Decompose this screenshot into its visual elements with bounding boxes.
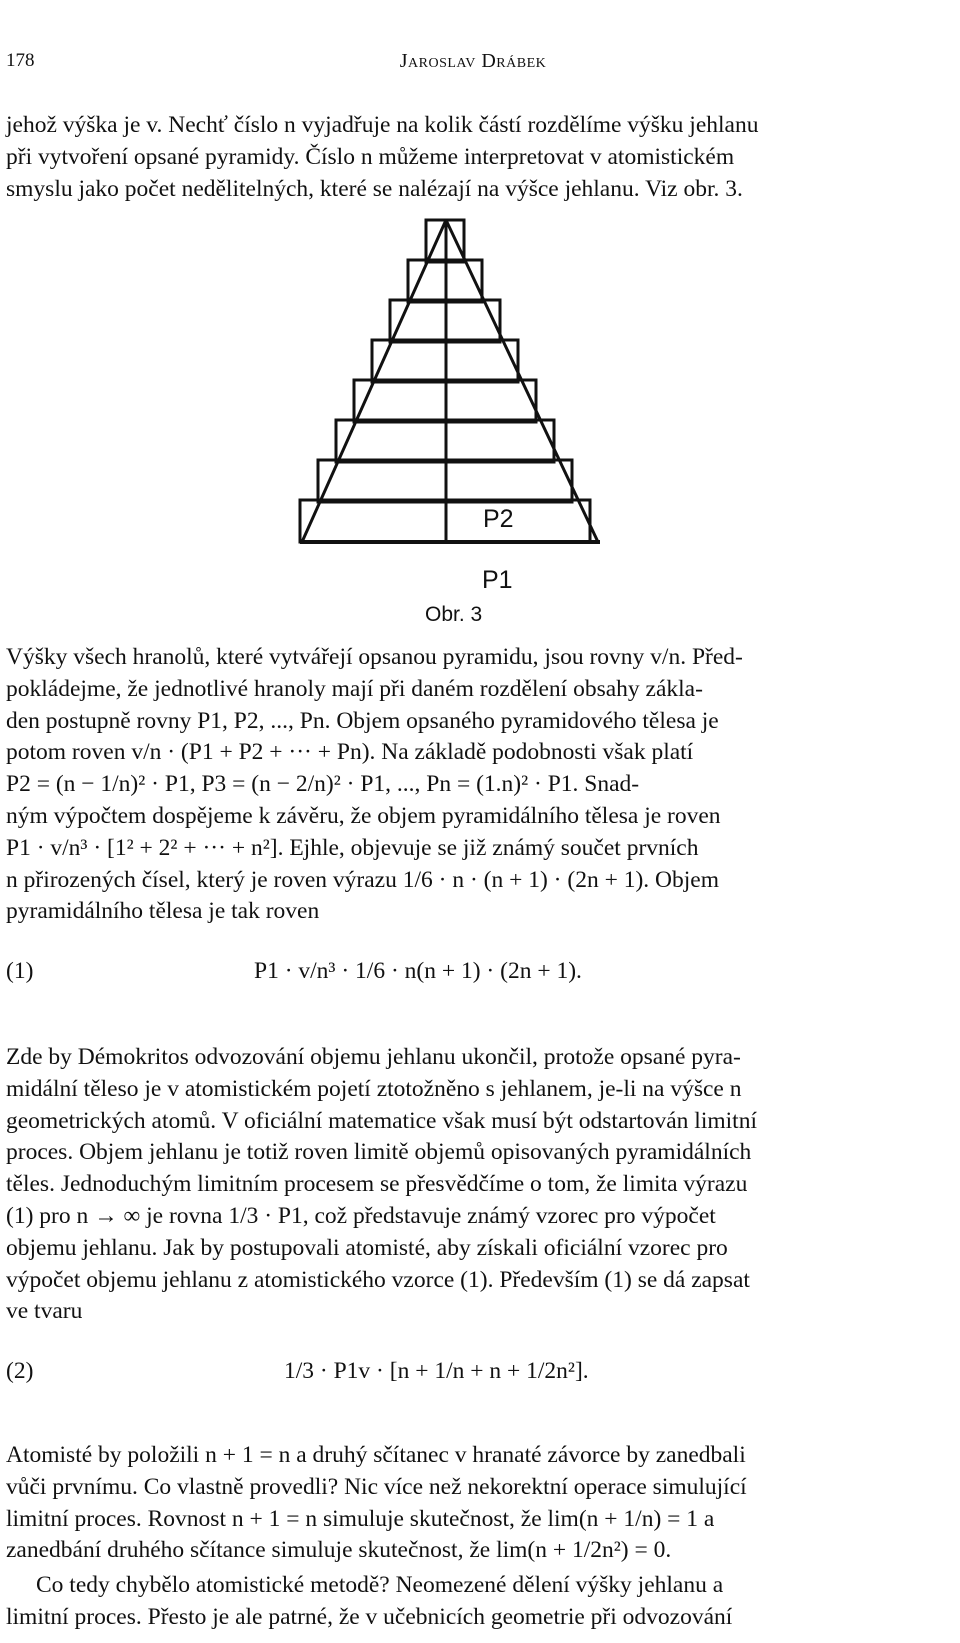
text-line: proces. Objem jehlanu je totiž roven limitě objemů opisovaných pyramidálních xyxy=(6,1139,752,1166)
paragraph-1 xyxy=(6,110,931,205)
text-line: Atomisté by položili n + 1 = n a druhý sčítanec v hranaté závorce by zanedbali xyxy=(6,1442,746,1468)
text-line: n přirozených čísel, který je roven výrazu 1/6 · n · (n + 1) · (2n + 1). Objem xyxy=(6,866,719,893)
figure-pyramid xyxy=(280,218,630,610)
text-line: jehož výška je v. Nechť číslo n vyjadřuje na kolik částí rozdělíme výšku jehlanu xyxy=(6,112,759,138)
paragraph-4 xyxy=(6,1440,931,1567)
text-line: vůči prvnímu. Co vlastně provedli? Nic více než nekorektní operace simulující xyxy=(6,1473,747,1500)
pyramid-diagram xyxy=(280,218,630,610)
text-line: limitní proces. Rovnost n + 1 = n simuluje skutečnost, že lim(n + 1/n) = 1 a xyxy=(6,1505,715,1532)
figure-caption: Obr. 3 xyxy=(425,603,483,626)
text-line: zanedbání druhého sčítance simuluje skutečnost, že lim(n + 1/2n²) = 0. xyxy=(6,1537,672,1564)
text-line: ve tvaru xyxy=(6,1298,83,1325)
text-line: Výšky všech hranolů, které vytvářejí opsanou pyramidu, jsou rovny v/n. Před- xyxy=(6,644,743,670)
figure-label-p1: P1 xyxy=(482,566,513,594)
text-line: midální těleso je v atomistickém pojetí ztotožněno s jehlanem, je-li na výšce n xyxy=(6,1075,742,1102)
equation-body: P1 · v/n³ · 1/6 · n(n + 1) · (2n + 1). xyxy=(254,958,582,984)
text-line: těles. Jednoduchým limitním procesem se přesvědčíme o tom, že limita výrazu xyxy=(6,1171,748,1198)
equation-1 xyxy=(6,958,931,990)
text-line: při vytvoření opsané pyramidy. Číslo n můžeme interpretovat v atomistickém xyxy=(6,143,735,170)
equation-2 xyxy=(6,1358,931,1390)
equation-body: 1/3 · P1v · [n + 1/n + n + 1/2n²]. xyxy=(284,1358,589,1384)
text-line: smyslu jako počet nedělitelných, které se nalézají na výšce jehlanu. Viz obr. 3. xyxy=(6,175,743,202)
page-header xyxy=(6,50,940,80)
text-line: limitní proces. Přesto je ale patrné, že v učebnicích geometrie při odvozování xyxy=(6,1603,733,1630)
text-line: P2 = (n − 1/n)² · P1, P3 = (n − 2/n)² · P1, ..., Pn = (1.n)² · P1. Snad- xyxy=(6,771,640,798)
text-line: výpočet objemu jehlanu z atomistického vzorce (1). Především (1) se dá zapsat xyxy=(6,1266,750,1293)
text-line: ným výpočtem dospějeme k závěru, že objem pyramidálního tělesa je roven xyxy=(6,802,721,829)
equation-number: (2) xyxy=(6,1358,34,1384)
running-head: Jaroslav Drábek xyxy=(399,50,547,72)
text-line: pyramidálního tělesa je tak roven xyxy=(6,898,320,925)
paragraph-3 xyxy=(6,1042,931,1328)
text-line: Zde by Démokritos odvozování objemu jehlanu ukončil, protože opsané pyra- xyxy=(6,1044,741,1070)
text-line: geometrických atomů. V oficiální matematice však musí být odstartován limitní xyxy=(6,1107,757,1134)
paragraph-5 xyxy=(6,1570,931,1634)
equation-number: (1) xyxy=(6,958,34,984)
page-number: 178 xyxy=(6,50,35,71)
text-line: objemu jehlanu. Jak by postupovali atomisté, aby získali oficiální vzorec pro xyxy=(6,1234,728,1261)
text-line: potom roven v/n · (P1 + P2 + ··· + Pn). Na základě podobnosti však platí xyxy=(6,739,694,766)
text-line: den postupně rovny P1, P2, ..., Pn. Objem opsaného pyramidového tělesa je xyxy=(6,707,719,734)
text-line: Co tedy chybělo atomistické metodě? Neomezené dělení výšky jehlanu a xyxy=(36,1572,724,1598)
figure-label-p2: P2 xyxy=(483,505,514,533)
paragraph-2 xyxy=(6,642,931,928)
text-line: P1 · v/n³ · [1² + 2² + ··· + n²]. Ejhle, objevuje se již známý součet prvních xyxy=(6,834,699,861)
text-line: pokládejme, že jednotlivé hranoly mají při daném rozdělení obsahy zákla- xyxy=(6,675,703,702)
text-line: (1) pro n → ∞ je rovna 1/3 · P1, což představuje známý vzorec pro výpočet xyxy=(6,1202,716,1229)
